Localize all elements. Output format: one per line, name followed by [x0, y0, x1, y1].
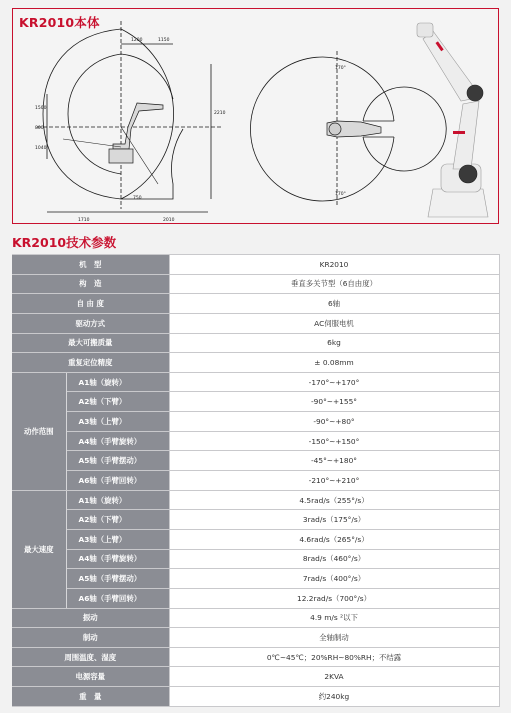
- axis-value: 8rad/s（460°/s）: [169, 549, 499, 569]
- dim-label: 2210: [214, 111, 226, 116]
- table-row: [12, 608, 499, 628]
- spec-table: [12, 254, 500, 707]
- axis-label: A2轴（下臂）: [66, 392, 169, 412]
- row-value: 全轴制动: [169, 628, 499, 648]
- axis-value: -150°~+150°: [169, 431, 499, 451]
- axis-value: -90°~+155°: [169, 392, 499, 412]
- axis-value: 7rad/s（400°/s）: [169, 569, 499, 589]
- table-row: [12, 510, 499, 530]
- row-value: 6轴: [169, 294, 499, 314]
- axis-value: 4.6rad/s（265°/s）: [169, 529, 499, 549]
- row-value: 约240kg: [169, 687, 499, 707]
- axis-label: A4轴（手臂旋转）: [66, 549, 169, 569]
- table-row: [12, 451, 499, 471]
- table-row: [12, 255, 499, 275]
- drawing-panel: [12, 8, 499, 224]
- robot-shoulder-motor: [459, 165, 477, 183]
- dim-label: 1040: [35, 146, 47, 151]
- dim-label: 1150: [158, 38, 170, 43]
- table-row: [12, 392, 499, 412]
- row-value: 垂直多关节型（6自由度）: [169, 274, 499, 294]
- row-label: 自 由 度: [12, 294, 169, 314]
- table-row: [12, 274, 499, 294]
- row-label: 重 量: [12, 687, 169, 707]
- table-row: [12, 294, 499, 314]
- spec-title: KR2010技术参数: [12, 235, 117, 250]
- side-envelope-left: [43, 29, 121, 199]
- row-value: 0℃~45℃；20%RH~80%RH；不结露: [169, 647, 499, 667]
- axis-value: -210°~+210°: [169, 471, 499, 491]
- top-view: [250, 51, 446, 205]
- row-label: 构 造: [12, 274, 169, 294]
- row-value: AC伺服电机: [169, 313, 499, 333]
- table-row: [12, 529, 499, 549]
- axis-value: 12.2rad/s（700°/s）: [169, 588, 499, 608]
- table-row: [12, 412, 499, 432]
- table-row: [12, 333, 499, 353]
- axis-label: A4轴（手臂旋转）: [66, 431, 169, 451]
- group-label-max-speed: 最大速度: [12, 490, 66, 608]
- side-view: [37, 21, 223, 212]
- row-label: 周围温度、湿度: [12, 647, 169, 667]
- axis-label: A5轴（手臂摆动）: [66, 451, 169, 471]
- technical-drawing: [13, 9, 500, 225]
- group-label-motion-range: 动作范围: [12, 372, 66, 490]
- row-value: 4.9 m/s ²以下: [169, 608, 499, 628]
- row-value: KR2010: [169, 255, 499, 275]
- dim-label: 1500: [35, 106, 47, 111]
- row-label: 最大可搬质量: [12, 333, 169, 353]
- dim-label: 750: [133, 196, 142, 201]
- axis-value: -90°~+80°: [169, 412, 499, 432]
- row-label: 重复定位精度: [12, 353, 169, 373]
- side-envelope-outer: [121, 29, 183, 199]
- side-robot-base: [109, 149, 133, 163]
- axis-value: 3rad/s（175°/s）: [169, 510, 499, 530]
- table-row: [12, 431, 499, 451]
- robot-wrist: [417, 23, 433, 37]
- dim-label: 800: [35, 126, 44, 131]
- row-label: 制动: [12, 628, 169, 648]
- row-label: 驱动方式: [12, 313, 169, 333]
- robot-base: [428, 189, 488, 217]
- table-row: [12, 647, 499, 667]
- table-row: [12, 569, 499, 589]
- top-angle-label: 170°: [335, 192, 346, 197]
- row-value: ± 0.08mm: [169, 353, 499, 373]
- dim-label: 1200: [131, 38, 143, 43]
- axis-label: A1轴（旋转）: [66, 490, 169, 510]
- table-row: [12, 372, 499, 392]
- axis-value: -170°~+170°: [169, 372, 499, 392]
- table-row: [12, 353, 499, 373]
- dim-label: 1710: [78, 218, 90, 223]
- axis-label: A6轴（手臂回转）: [66, 588, 169, 608]
- top-angle-label: 170°: [335, 66, 346, 71]
- side-envelope-inner2: [121, 54, 173, 99]
- axis-label: A5轴（手臂摆动）: [66, 569, 169, 589]
- table-row: [12, 490, 499, 510]
- axis-label: A1轴（旋转）: [66, 372, 169, 392]
- table-row: [12, 313, 499, 333]
- table-row: [12, 628, 499, 648]
- robot-brand-stripe: [453, 131, 465, 134]
- table-row: [12, 687, 499, 707]
- axis-label: A3轴（上臂）: [66, 412, 169, 432]
- robot-elbow-motor: [467, 85, 483, 101]
- axis-label: A6轴（手臂回转）: [66, 471, 169, 491]
- axis-label: A3轴（上臂）: [66, 529, 169, 549]
- row-label: 电源容量: [12, 667, 169, 687]
- robot-photo: [417, 23, 488, 217]
- row-label: 机 型: [12, 255, 169, 275]
- axis-label: A2轴（下臂）: [66, 510, 169, 530]
- table-row: [12, 588, 499, 608]
- robot-lower-arm: [453, 101, 479, 169]
- row-value: 6kg: [169, 333, 499, 353]
- axis-value: 4.5rad/s（255°/s）: [169, 490, 499, 510]
- row-label: 振动: [12, 608, 169, 628]
- side-robot-arm: [113, 103, 163, 149]
- axis-value: -45°~+180°: [169, 451, 499, 471]
- dim-label: 2010: [163, 218, 175, 223]
- row-value: 2KVA: [169, 667, 499, 687]
- panel-title: KR2010本体: [19, 15, 100, 30]
- table-row: [12, 667, 499, 687]
- table-row: [12, 471, 499, 491]
- table-row: [12, 549, 499, 569]
